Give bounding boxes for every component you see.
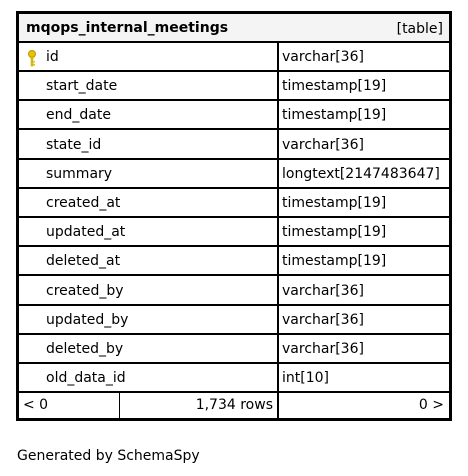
column-type: int[10] [282, 370, 329, 386]
column-name: updated_by [46, 312, 129, 328]
column-name: deleted_at [46, 253, 121, 269]
table-kind-label: [table] [396, 21, 443, 37]
column-name: start_date [46, 78, 118, 94]
column-name: created_at [46, 195, 121, 211]
column-row [19, 72, 449, 101]
generated-by-caption: Generated by SchemaSpy [17, 448, 200, 464]
column-type: timestamp[19] [282, 253, 387, 269]
column-type: varchar[36] [282, 137, 364, 153]
column-type: timestamp[19] [282, 107, 387, 123]
column-row [19, 189, 449, 218]
table-name: mqops_internal_meetings [26, 20, 229, 36]
column-row [19, 160, 449, 189]
table-node [16, 11, 452, 421]
table-footer [19, 393, 449, 418]
footer-divider [119, 393, 120, 418]
column-name: state_id [46, 137, 102, 153]
column-name: id [46, 49, 59, 65]
column-type: varchar[36] [282, 312, 364, 328]
column-divider [277, 43, 279, 418]
column-type: timestamp[19] [282, 195, 387, 211]
column-row [19, 306, 449, 335]
column-row [19, 277, 449, 306]
key-icon [27, 50, 37, 67]
column-row-id [19, 43, 449, 72]
column-type: varchar[36] [282, 49, 364, 65]
column-type: timestamp[19] [282, 78, 387, 94]
column-name: summary [46, 166, 113, 182]
column-type: timestamp[19] [282, 224, 387, 240]
column-name: updated_at [46, 224, 126, 240]
column-row [19, 101, 449, 130]
column-type: varchar[36] [282, 283, 364, 299]
column-type: longtext[2147483647] [282, 166, 440, 182]
column-row [19, 335, 449, 364]
column-name: end_date [46, 107, 111, 123]
parent-count: < 0 [23, 397, 49, 413]
column-name: old_data_id [46, 370, 126, 386]
column-name: created_by [46, 283, 124, 299]
column-row [19, 218, 449, 247]
table-header [19, 14, 449, 43]
column-row [19, 131, 449, 160]
column-type: varchar[36] [282, 341, 364, 357]
column-row [19, 364, 449, 393]
child-count: 0 > [418, 397, 444, 413]
row-count: 1,734 rows [195, 397, 273, 413]
column-name: deleted_by [46, 341, 124, 357]
column-row [19, 247, 449, 276]
